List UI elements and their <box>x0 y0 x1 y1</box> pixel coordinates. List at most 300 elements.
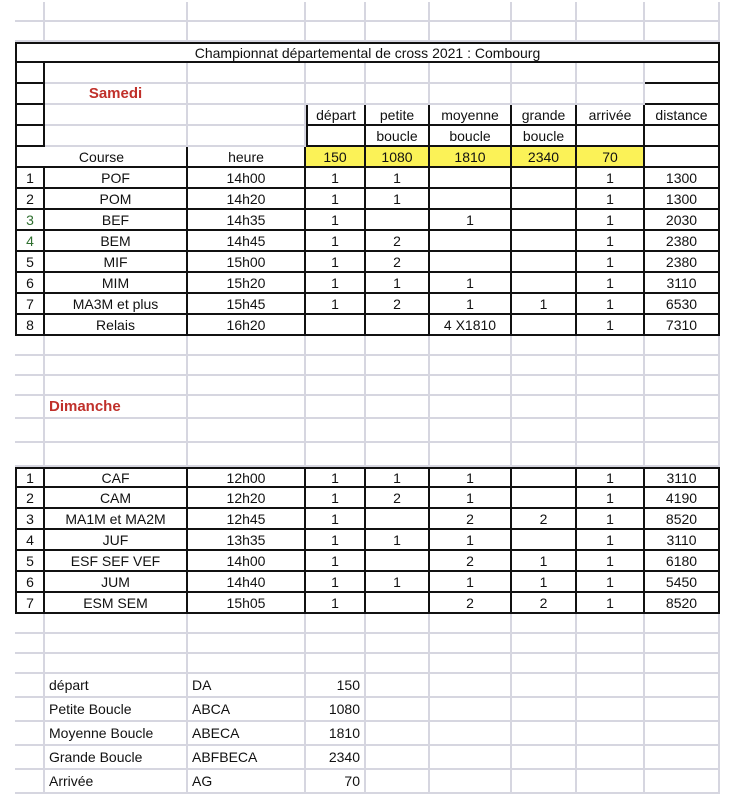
empty-cell[interactable] <box>645 84 720 105</box>
empty-cell[interactable] <box>645 396 720 419</box>
empty-cell[interactable] <box>45 614 188 634</box>
empty-cell[interactable] <box>366 674 430 698</box>
race-petite[interactable]: 2 <box>366 252 430 273</box>
empty-cell[interactable] <box>366 770 430 794</box>
empty-cell[interactable] <box>366 356 430 376</box>
empty-cell[interactable] <box>512 770 577 794</box>
empty-cell[interactable] <box>645 614 720 634</box>
race-name[interactable]: ESF SEF VEF <box>45 551 188 572</box>
empty-cell[interactable] <box>45 443 188 467</box>
empty-cell[interactable] <box>15 443 45 467</box>
empty-cell[interactable] <box>45 419 188 443</box>
empty-cell[interactable] <box>188 614 306 634</box>
empty-cell[interactable] <box>15 376 45 396</box>
empty-cell[interactable] <box>306 126 366 147</box>
race-petite[interactable]: 1 <box>366 467 430 488</box>
race-name[interactable]: MIM <box>45 273 188 294</box>
empty-cell[interactable] <box>430 674 512 698</box>
empty-cell[interactable] <box>645 443 720 467</box>
race-depart[interactable]: 1 <box>306 294 366 315</box>
race-arrivee[interactable]: 1 <box>577 273 645 294</box>
race-grande[interactable]: 1 <box>512 294 577 315</box>
empty-cell[interactable] <box>15 419 45 443</box>
empty-cell[interactable] <box>306 336 366 356</box>
empty-cell[interactable] <box>45 2 188 22</box>
empty-cell[interactable] <box>577 396 645 419</box>
empty-cell[interactable] <box>512 614 577 634</box>
race-index[interactable]: 4 <box>15 231 45 252</box>
empty-cell[interactable] <box>512 336 577 356</box>
empty-cell[interactable] <box>15 746 45 770</box>
race-depart[interactable]: 1 <box>306 530 366 551</box>
empty-cell[interactable] <box>430 746 512 770</box>
empty-cell[interactable] <box>512 376 577 396</box>
empty-cell[interactable] <box>366 746 430 770</box>
empty-cell[interactable] <box>15 2 45 22</box>
empty-cell[interactable] <box>645 634 720 654</box>
empty-cell[interactable] <box>430 770 512 794</box>
race-name[interactable]: MA3M et plus <box>45 294 188 315</box>
empty-cell[interactable] <box>577 746 645 770</box>
empty-cell[interactable] <box>15 674 45 698</box>
race-moyenne[interactable]: 1 <box>430 530 512 551</box>
empty-cell[interactable] <box>45 22 188 42</box>
race-distance[interactable]: 3110 <box>645 273 720 294</box>
race-distance[interactable]: 2380 <box>645 231 720 252</box>
header-course[interactable]: Course <box>15 147 188 168</box>
race-distance[interactable]: 3110 <box>645 530 720 551</box>
day-label-dimanche[interactable]: Dimanche <box>45 396 188 419</box>
race-depart[interactable]: 1 <box>306 231 366 252</box>
race-index[interactable]: 8 <box>15 315 45 336</box>
empty-cell[interactable] <box>188 336 306 356</box>
race-distance[interactable]: 8520 <box>645 509 720 530</box>
empty-cell[interactable] <box>188 2 306 22</box>
race-petite[interactable] <box>366 551 430 572</box>
race-arrivee[interactable]: 1 <box>577 467 645 488</box>
empty-cell[interactable] <box>577 674 645 698</box>
race-arrivee[interactable]: 1 <box>577 551 645 572</box>
race-index[interactable]: 7 <box>15 294 45 315</box>
empty-cell[interactable] <box>306 22 366 42</box>
race-index[interactable]: 3 <box>15 509 45 530</box>
race-depart[interactable]: 1 <box>306 488 366 509</box>
empty-cell[interactable] <box>188 443 306 467</box>
empty-cell[interactable] <box>430 698 512 722</box>
race-moyenne[interactable]: 1 <box>430 210 512 231</box>
empty-cell[interactable] <box>306 443 366 467</box>
empty-cell[interactable] <box>306 356 366 376</box>
race-index[interactable]: 3 <box>15 210 45 231</box>
empty-cell[interactable] <box>366 63 430 84</box>
race-arrivee[interactable]: 1 <box>577 231 645 252</box>
race-name[interactable]: BEM <box>45 231 188 252</box>
empty-cell[interactable] <box>645 147 720 168</box>
race-index[interactable]: 6 <box>15 572 45 593</box>
empty-cell[interactable] <box>512 2 577 22</box>
empty-cell[interactable] <box>577 356 645 376</box>
legend-value[interactable]: 1810 <box>306 722 366 746</box>
empty-cell[interactable] <box>512 356 577 376</box>
race-petite[interactable] <box>366 593 430 614</box>
race-time[interactable]: 12h20 <box>188 488 306 509</box>
header-moyenne[interactable]: moyenne <box>430 105 512 126</box>
race-time[interactable]: 14h00 <box>188 551 306 572</box>
legend-value[interactable]: 2340 <box>306 746 366 770</box>
race-grande[interactable] <box>512 467 577 488</box>
empty-cell[interactable] <box>366 443 430 467</box>
empty-cell[interactable] <box>577 654 645 674</box>
race-depart[interactable]: 1 <box>306 572 366 593</box>
empty-cell[interactable] <box>430 443 512 467</box>
empty-cell[interactable] <box>430 376 512 396</box>
race-distance[interactable]: 7310 <box>645 315 720 336</box>
race-time[interactable]: 15h00 <box>188 252 306 273</box>
empty-cell[interactable] <box>577 634 645 654</box>
empty-cell[interactable] <box>577 126 645 147</box>
race-grande[interactable] <box>512 252 577 273</box>
empty-cell[interactable] <box>577 722 645 746</box>
length-petite[interactable]: 1080 <box>366 147 430 168</box>
race-grande[interactable] <box>512 530 577 551</box>
race-depart[interactable]: 1 <box>306 593 366 614</box>
length-grande[interactable]: 2340 <box>512 147 577 168</box>
header-grande-boucle[interactable]: boucle <box>512 126 577 147</box>
empty-cell[interactable] <box>45 336 188 356</box>
empty-cell[interactable] <box>645 698 720 722</box>
empty-cell[interactable] <box>645 746 720 770</box>
empty-cell[interactable] <box>366 2 430 22</box>
empty-cell[interactable] <box>188 126 306 147</box>
empty-cell[interactable] <box>645 63 720 84</box>
race-distance[interactable]: 3110 <box>645 467 720 488</box>
empty-cell[interactable] <box>15 396 45 419</box>
legend-label[interactable]: Arrivée <box>45 770 188 794</box>
length-moyenne[interactable]: 1810 <box>430 147 512 168</box>
race-grande[interactable] <box>512 168 577 189</box>
race-name[interactable]: POM <box>45 189 188 210</box>
race-name[interactable]: JUF <box>45 530 188 551</box>
empty-cell[interactable] <box>45 634 188 654</box>
legend-value[interactable]: 70 <box>306 770 366 794</box>
race-depart[interactable]: 1 <box>306 467 366 488</box>
race-moyenne[interactable]: 1 <box>430 294 512 315</box>
race-arrivee[interactable]: 1 <box>577 294 645 315</box>
empty-cell[interactable] <box>366 698 430 722</box>
empty-cell[interactable] <box>366 654 430 674</box>
race-index[interactable]: 6 <box>15 273 45 294</box>
race-index[interactable]: 2 <box>15 189 45 210</box>
race-petite[interactable]: 2 <box>366 488 430 509</box>
empty-cell[interactable] <box>430 614 512 634</box>
race-time[interactable]: 14h40 <box>188 572 306 593</box>
race-index[interactable]: 1 <box>15 467 45 488</box>
empty-cell[interactable] <box>577 419 645 443</box>
legend-label[interactable]: Moyenne Boucle <box>45 722 188 746</box>
race-arrivee[interactable]: 1 <box>577 572 645 593</box>
race-arrivee[interactable]: 1 <box>577 593 645 614</box>
empty-cell[interactable] <box>306 419 366 443</box>
race-time[interactable]: 14h35 <box>188 210 306 231</box>
race-distance[interactable]: 4190 <box>645 488 720 509</box>
empty-cell[interactable] <box>15 614 45 634</box>
empty-cell[interactable] <box>306 63 366 84</box>
empty-cell[interactable] <box>645 2 720 22</box>
race-petite[interactable]: 1 <box>366 273 430 294</box>
legend-value[interactable]: 150 <box>306 674 366 698</box>
race-moyenne[interactable] <box>430 189 512 210</box>
header-depart[interactable]: départ <box>306 105 366 126</box>
legend-label[interactable]: départ <box>45 674 188 698</box>
race-name[interactable]: ESM SEM <box>45 593 188 614</box>
empty-cell[interactable] <box>645 126 720 147</box>
empty-cell[interactable] <box>306 376 366 396</box>
empty-cell[interactable] <box>645 356 720 376</box>
race-distance[interactable]: 6180 <box>645 551 720 572</box>
empty-cell[interactable] <box>430 2 512 22</box>
length-arrivee[interactable]: 70 <box>577 147 645 168</box>
race-name[interactable]: CAF <box>45 467 188 488</box>
empty-cell[interactable] <box>188 634 306 654</box>
empty-cell[interactable] <box>306 654 366 674</box>
empty-cell[interactable] <box>512 674 577 698</box>
race-arrivee[interactable]: 1 <box>577 530 645 551</box>
race-distance[interactable]: 5450 <box>645 572 720 593</box>
empty-cell[interactable] <box>15 126 45 147</box>
header-distance[interactable]: distance <box>645 105 720 126</box>
empty-cell[interactable] <box>188 396 306 419</box>
empty-cell[interactable] <box>430 336 512 356</box>
empty-cell[interactable] <box>188 63 306 84</box>
empty-cell[interactable] <box>188 376 306 396</box>
race-grande[interactable] <box>512 315 577 336</box>
race-name[interactable]: MIF <box>45 252 188 273</box>
empty-cell[interactable] <box>15 722 45 746</box>
race-time[interactable]: 14h00 <box>188 168 306 189</box>
legend-value[interactable]: 1080 <box>306 698 366 722</box>
race-petite[interactable]: 1 <box>366 168 430 189</box>
empty-cell[interactable] <box>645 376 720 396</box>
race-grande[interactable]: 2 <box>512 509 577 530</box>
legend-code[interactable]: AG <box>188 770 306 794</box>
race-arrivee[interactable]: 1 <box>577 488 645 509</box>
race-grande[interactable]: 2 <box>512 593 577 614</box>
empty-cell[interactable] <box>645 770 720 794</box>
race-index[interactable]: 5 <box>15 252 45 273</box>
empty-cell[interactable] <box>15 84 45 105</box>
empty-cell[interactable] <box>306 614 366 634</box>
race-moyenne[interactable]: 4 X1810 <box>430 315 512 336</box>
race-moyenne[interactable]: 1 <box>430 467 512 488</box>
race-arrivee[interactable]: 1 <box>577 315 645 336</box>
race-moyenne[interactable]: 2 <box>430 551 512 572</box>
race-depart[interactable]: 1 <box>306 168 366 189</box>
race-grande[interactable] <box>512 210 577 231</box>
race-petite[interactable] <box>366 509 430 530</box>
empty-cell[interactable] <box>577 22 645 42</box>
empty-cell[interactable] <box>645 336 720 356</box>
empty-cell[interactable] <box>306 2 366 22</box>
race-index[interactable]: 2 <box>15 488 45 509</box>
empty-cell[interactable] <box>366 376 430 396</box>
race-depart[interactable]: 1 <box>306 210 366 231</box>
empty-cell[interactable] <box>306 634 366 654</box>
empty-cell[interactable] <box>188 654 306 674</box>
race-name[interactable]: JUM <box>45 572 188 593</box>
empty-cell[interactable] <box>15 698 45 722</box>
empty-cell[interactable] <box>188 356 306 376</box>
legend-code[interactable]: ABCA <box>188 698 306 722</box>
race-moyenne[interactable]: 2 <box>430 593 512 614</box>
empty-cell[interactable] <box>45 654 188 674</box>
empty-cell[interactable] <box>366 419 430 443</box>
race-index[interactable]: 1 <box>15 168 45 189</box>
race-time[interactable]: 12h00 <box>188 467 306 488</box>
empty-cell[interactable] <box>512 63 577 84</box>
race-time[interactable]: 14h20 <box>188 189 306 210</box>
header-arrivee[interactable]: arrivée <box>577 105 645 126</box>
race-time[interactable]: 15h20 <box>188 273 306 294</box>
race-grande[interactable] <box>512 189 577 210</box>
empty-cell[interactable] <box>577 63 645 84</box>
empty-cell[interactable] <box>188 22 306 42</box>
empty-cell[interactable] <box>45 126 188 147</box>
empty-cell[interactable] <box>430 654 512 674</box>
empty-cell[interactable] <box>366 22 430 42</box>
empty-cell[interactable] <box>577 376 645 396</box>
race-depart[interactable]: 1 <box>306 509 366 530</box>
header-petite[interactable]: petite <box>366 105 430 126</box>
empty-cell[interactable] <box>512 443 577 467</box>
race-moyenne[interactable] <box>430 252 512 273</box>
empty-cell[interactable] <box>645 722 720 746</box>
empty-cell[interactable] <box>15 22 45 42</box>
race-distance[interactable]: 8520 <box>645 593 720 614</box>
race-distance[interactable]: 1300 <box>645 168 720 189</box>
empty-cell[interactable] <box>366 84 430 105</box>
header-grande[interactable]: grande <box>512 105 577 126</box>
empty-cell[interactable] <box>512 722 577 746</box>
race-depart[interactable]: 1 <box>306 273 366 294</box>
race-petite[interactable]: 2 <box>366 294 430 315</box>
empty-cell[interactable] <box>430 722 512 746</box>
legend-code[interactable]: DA <box>188 674 306 698</box>
race-grande[interactable] <box>512 231 577 252</box>
empty-cell[interactable] <box>15 356 45 376</box>
empty-cell[interactable] <box>645 654 720 674</box>
race-moyenne[interactable]: 1 <box>430 488 512 509</box>
empty-cell[interactable] <box>306 396 366 419</box>
race-grande[interactable] <box>512 273 577 294</box>
race-petite[interactable]: 1 <box>366 530 430 551</box>
empty-cell[interactable] <box>306 84 366 105</box>
empty-cell[interactable] <box>366 614 430 634</box>
race-moyenne[interactable] <box>430 231 512 252</box>
race-name[interactable]: MA1M et MA2M <box>45 509 188 530</box>
race-moyenne[interactable]: 1 <box>430 572 512 593</box>
race-name[interactable]: BEF <box>45 210 188 231</box>
race-time[interactable]: 16h20 <box>188 315 306 336</box>
empty-cell[interactable] <box>512 634 577 654</box>
race-time[interactable]: 15h45 <box>188 294 306 315</box>
race-petite[interactable]: 1 <box>366 189 430 210</box>
race-grande[interactable]: 1 <box>512 572 577 593</box>
empty-cell[interactable] <box>430 84 512 105</box>
race-distance[interactable]: 2380 <box>645 252 720 273</box>
empty-cell[interactable] <box>45 105 188 126</box>
race-depart[interactable]: 1 <box>306 252 366 273</box>
empty-cell[interactable] <box>577 336 645 356</box>
empty-cell[interactable] <box>45 63 188 84</box>
empty-cell[interactable] <box>15 634 45 654</box>
empty-cell[interactable] <box>15 105 45 126</box>
race-distance[interactable]: 2030 <box>645 210 720 231</box>
race-arrivee[interactable]: 1 <box>577 252 645 273</box>
race-time[interactable]: 12h45 <box>188 509 306 530</box>
length-depart[interactable]: 150 <box>306 147 366 168</box>
empty-cell[interactable] <box>430 634 512 654</box>
empty-cell[interactable] <box>645 22 720 42</box>
empty-cell[interactable] <box>366 336 430 356</box>
empty-cell[interactable] <box>366 722 430 746</box>
header-petite-boucle[interactable]: boucle <box>366 126 430 147</box>
race-depart[interactable]: 1 <box>306 189 366 210</box>
legend-label[interactable]: Petite Boucle <box>45 698 188 722</box>
race-time[interactable]: 15h05 <box>188 593 306 614</box>
empty-cell[interactable] <box>512 654 577 674</box>
day-label-samedi[interactable]: Samedi <box>45 84 188 105</box>
empty-cell[interactable] <box>15 654 45 674</box>
legend-code[interactable]: ABECA <box>188 722 306 746</box>
empty-cell[interactable] <box>15 336 45 356</box>
empty-cell[interactable] <box>15 770 45 794</box>
empty-cell[interactable] <box>366 634 430 654</box>
race-depart[interactable]: 1 <box>306 551 366 572</box>
race-arrivee[interactable]: 1 <box>577 168 645 189</box>
empty-cell[interactable] <box>430 63 512 84</box>
empty-cell[interactable] <box>577 2 645 22</box>
empty-cell[interactable] <box>430 419 512 443</box>
empty-cell[interactable] <box>366 396 430 419</box>
empty-cell[interactable] <box>512 419 577 443</box>
header-moyenne-boucle[interactable]: boucle <box>430 126 512 147</box>
race-moyenne[interactable]: 1 <box>430 273 512 294</box>
empty-cell[interactable] <box>430 22 512 42</box>
empty-cell[interactable] <box>645 419 720 443</box>
race-petite[interactable] <box>366 315 430 336</box>
race-index[interactable]: 5 <box>15 551 45 572</box>
race-petite[interactable]: 1 <box>366 572 430 593</box>
empty-cell[interactable] <box>188 419 306 443</box>
empty-cell[interactable] <box>512 84 577 105</box>
race-name[interactable]: POF <box>45 168 188 189</box>
sheet-title[interactable]: Championnat départemental de cross 2021 : Combourg <box>15 42 720 63</box>
empty-cell[interactable] <box>577 443 645 467</box>
empty-cell[interactable] <box>512 396 577 419</box>
empty-cell[interactable] <box>512 746 577 770</box>
race-moyenne[interactable]: 2 <box>430 509 512 530</box>
empty-cell[interactable] <box>430 356 512 376</box>
empty-cell[interactable] <box>45 356 188 376</box>
race-arrivee[interactable]: 1 <box>577 210 645 231</box>
race-name[interactable]: CAM <box>45 488 188 509</box>
empty-cell[interactable] <box>512 698 577 722</box>
race-depart[interactable] <box>306 315 366 336</box>
empty-cell[interactable] <box>577 84 645 105</box>
empty-cell[interactable] <box>430 396 512 419</box>
race-index[interactable]: 7 <box>15 593 45 614</box>
empty-cell[interactable] <box>45 376 188 396</box>
